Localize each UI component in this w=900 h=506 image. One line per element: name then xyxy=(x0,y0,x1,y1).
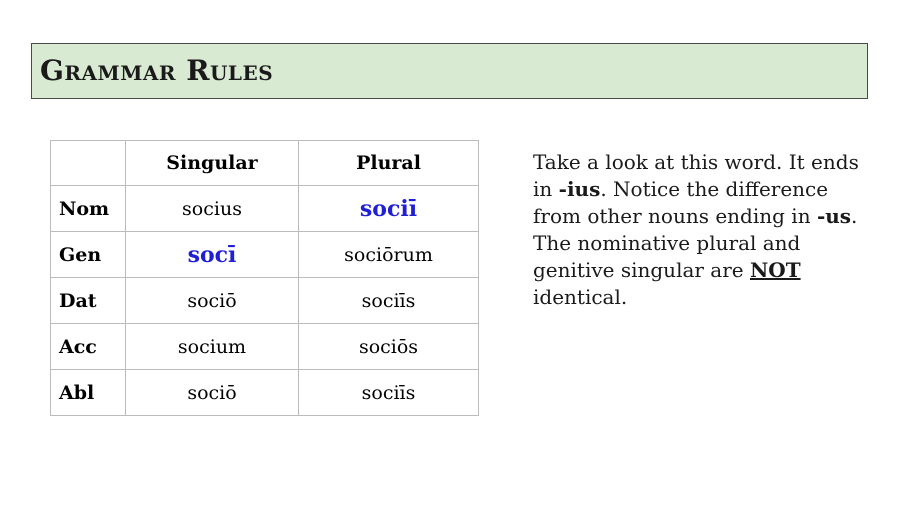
note-suffix-ius: -ius xyxy=(558,177,601,201)
header-cell-singular: Singular xyxy=(126,141,299,186)
note-text: Take a look at this word. It ends in xyxy=(533,150,859,201)
note-text: identical. xyxy=(533,285,628,309)
plural-cell: sociīs xyxy=(299,370,479,416)
plural-cell: sociōs xyxy=(299,324,479,370)
singular-cell: socius xyxy=(126,186,299,232)
header-cell-plural: Plural xyxy=(299,141,479,186)
title-bar xyxy=(31,43,868,99)
case-label: Gen xyxy=(51,232,126,278)
page-title: Grammar Rules xyxy=(40,54,274,87)
table-row-dat xyxy=(51,278,479,324)
case-label: Dat xyxy=(51,278,126,324)
plural-cell: sociīs xyxy=(299,278,479,324)
case-label: Acc xyxy=(51,324,126,370)
note-suffix-us: -us xyxy=(816,204,852,228)
note-text: . Notice the difference from other nouns ending in xyxy=(533,177,829,228)
singular-cell: sociō xyxy=(126,370,299,416)
table-row-abl xyxy=(51,370,479,416)
case-label: Nom xyxy=(51,186,126,232)
note-text: . The nominative plural and genitive singular are xyxy=(533,204,858,282)
table-row-acc xyxy=(51,324,479,370)
singular-cell-highlighted: socī xyxy=(126,232,299,278)
table-row-nom xyxy=(51,186,479,232)
case-label: Abl xyxy=(51,370,126,416)
table-header-row xyxy=(51,141,479,186)
singular-cell: socium xyxy=(126,324,299,370)
note-emphasis-not: NOT xyxy=(749,258,801,282)
declension-table xyxy=(50,140,479,416)
singular-cell: sociō xyxy=(126,278,299,324)
header-cell-empty xyxy=(51,141,126,186)
plural-cell: sociōrum xyxy=(299,232,479,278)
grammar-note xyxy=(533,149,863,311)
plural-cell-highlighted: sociī xyxy=(299,186,479,232)
table-row-gen xyxy=(51,232,479,278)
